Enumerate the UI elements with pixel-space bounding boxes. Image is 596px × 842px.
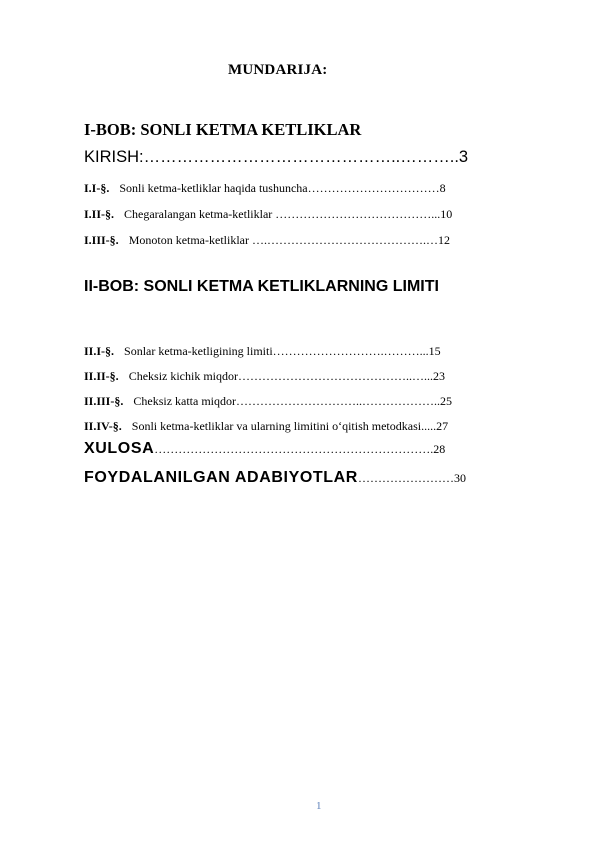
section-text: Sonli ketma-ketliklar va ularning limitini o‘qitish metodkasi.....27	[131, 419, 449, 433]
toc-entry-1-3	[84, 233, 450, 248]
entry-dots: …………………………………………………………….28	[154, 442, 446, 456]
section-text: Monoton ketma-ketliklar ….………………………………….…12	[128, 233, 450, 247]
entry-label: FOYDALANILGAN ADABIYOTLAR	[84, 469, 358, 486]
section-text: Chegaralangan ketma-ketliklar …………………………………...10	[124, 207, 453, 221]
toc-entry-1-1	[84, 181, 446, 196]
section-number: I.I-§.	[84, 181, 110, 195]
chapter2-heading: II-BOB: SONLI KETMA KETLIKLARNING LIMITI	[84, 278, 439, 295]
section-number: II.I-§.	[84, 344, 115, 358]
entry-label: XULOSA	[84, 440, 155, 457]
section-number: I.II-§.	[84, 207, 115, 221]
toc-entry-2-2	[84, 369, 445, 384]
section-text: Cheksiz katta miqdor…………………………..………………..25	[133, 394, 453, 408]
chapter1-heading: I-BOB: SONLI KETMA KETLIKLAR	[84, 120, 362, 139]
toc-title: MUNDARIJA:	[228, 62, 328, 78]
toc-entry-1-2	[84, 207, 452, 222]
section-number: II.III-§.	[84, 394, 124, 408]
section-text: Cheksiz kichik miqdor……………………………………..…...23	[128, 369, 446, 383]
toc-entry-2-3	[84, 394, 452, 409]
entry-dots: ……………………30	[357, 471, 466, 485]
section-text: Sonlar ketma-ketligining limiti……………………….………...15	[124, 344, 441, 358]
toc-entry-adabiyotlar	[84, 469, 466, 487]
toc-entry-xulosa	[84, 440, 445, 458]
section-number: I.III-§.	[84, 233, 119, 247]
section-number: II.II-§.	[84, 369, 119, 383]
section-text: Sonli ketma-ketliklar haqida tushuncha……………………………8	[119, 181, 446, 195]
toc-entry-2-1	[84, 344, 441, 359]
section-number: II.IV-§.	[84, 419, 122, 433]
toc-entry-kirish: KIRISH:………………………………………..………..3	[84, 148, 469, 166]
page-number: 1	[316, 800, 322, 812]
toc-entry-2-4	[84, 419, 448, 434]
